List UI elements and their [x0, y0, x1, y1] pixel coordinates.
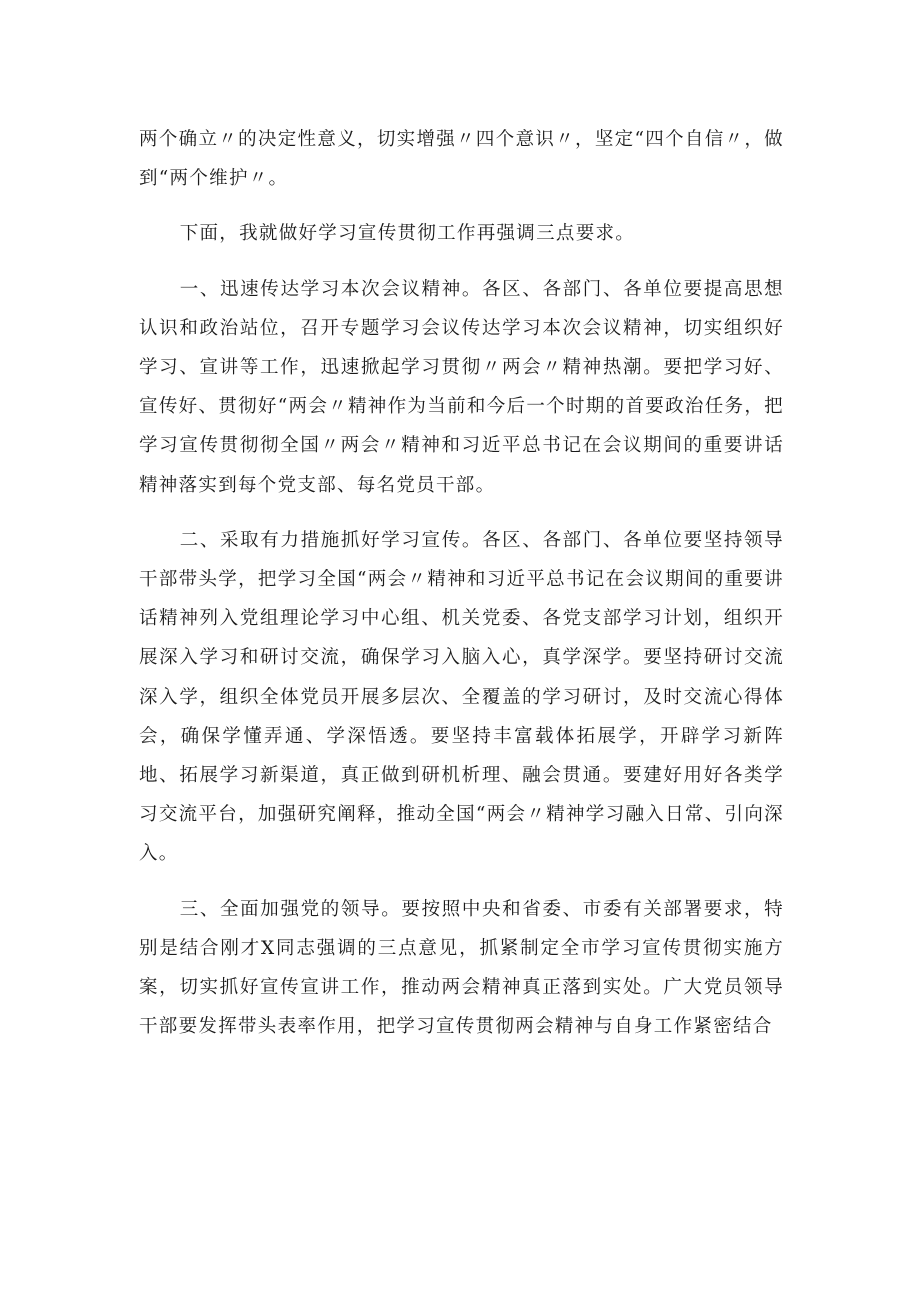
paragraph-point-one: 一、迅速传达学习本次会议精神。各区、各部门、各单位要提高思想认识和政治站位，召开专题学习会议传达学习本次会议精神，切实组织好学习、宣讲等工作，迅速掀起学习贯彻〃两会〃精神热潮。要把学习好、宣传好、贯彻好“两会〃精神作为当前和今后一个时期的首要政治任务，把学习宣传贯彻彻全国〃两会〃精神和习近平总书记在会议期间的重要讲话精神落实到每个党支部、每名党员干部。: [139, 278, 784, 496]
paragraph-intro: 下面，我就做好学习宣传贯彻工作再强调三点要求。: [179, 223, 636, 245]
document-body: [139, 120, 784, 1046]
paragraph-continuation: 两个确立〃的决定性意义，切实增强〃四个意识〃，坚定“四个自信〃，做到“两个维护〃。: [139, 129, 784, 190]
paragraph-point-two: 二、采取有力措施抓好学习宣传。各区、各部门、各单位要坚持领导干部带头学，把学习全国“两会〃精神和习近平总书记在会议期间的重要讲话精神列入党组理论学习中心组、机关党委、各党支部学习计划，组织开展深入学习和研讨交流，确保学习入脑入心，真学深学。要坚持研讨交流深入学，组织全体党员开展多层次、全覆盖的学习研讨，及时交流心得体会，确保学懂弄通、学深悟透。要坚持丰富载体拓展学，开辟学习新阵地、拓展学习新渠道，真正做到研机析理、融会贯通。要建好用好各类学习交流平台，加强研究阐释，推动全国“两会〃精神学习融入日常、引向深入。: [139, 529, 784, 865]
paragraph-point-three: 三、全面加强党的领导。要按照中央和省委、市委有关部署要求，特别是结合刚才X同志强调的三点意见，抓紧制定全市学习宣传贯彻实施方案，切实抓好宣传宣讲工作，推动两会精神真正落到实处。广大党员领导干部要发挥带头表率作用，把学习宣传贯彻两会精神与自身工作紧密结合: [139, 898, 784, 1038]
